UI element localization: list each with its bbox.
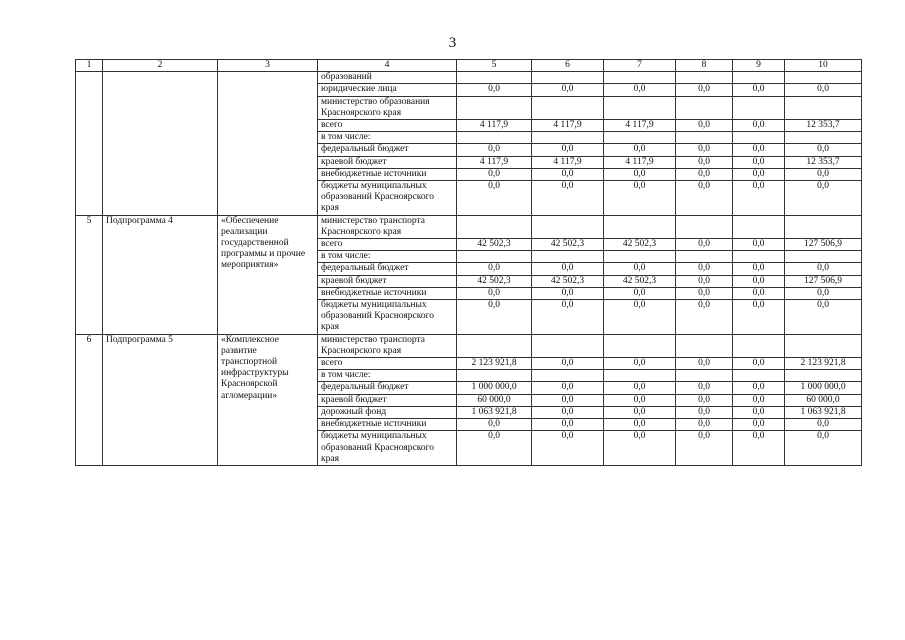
amount-cell: 0,0 <box>785 181 862 216</box>
amount-cell: 0,0 <box>604 287 676 299</box>
amount-cell <box>457 72 532 84</box>
row-number: 5 <box>76 215 103 334</box>
amount-cell: 0,0 <box>604 382 676 394</box>
funding-source: краевой бюджет <box>318 275 457 287</box>
amount-cell: 0,0 <box>676 382 733 394</box>
amount-cell: 0,0 <box>457 300 532 335</box>
amount-cell: 0,0 <box>457 168 532 180</box>
amount-cell <box>604 72 676 84</box>
amount-cell: 0,0 <box>785 431 862 466</box>
amount-cell: 0,0 <box>604 300 676 335</box>
amount-cell: 0,0 <box>733 358 785 370</box>
amount-cell: 0,0 <box>532 84 604 96</box>
amount-cell: 0,0 <box>604 394 676 406</box>
amount-cell: 0,0 <box>532 358 604 370</box>
amount-cell: 2 123 921,8 <box>785 358 862 370</box>
amount-cell <box>604 215 676 238</box>
amount-cell <box>785 96 862 119</box>
amount-cell <box>785 370 862 382</box>
amount-cell <box>785 132 862 144</box>
amount-cell: 0,0 <box>457 84 532 96</box>
amount-cell: 0,0 <box>604 181 676 216</box>
amount-cell <box>532 72 604 84</box>
amount-cell: 60 000,0 <box>457 394 532 406</box>
amount-cell: 0,0 <box>676 239 733 251</box>
column-header: 2 <box>103 60 218 72</box>
amount-cell: 0,0 <box>733 300 785 335</box>
amount-cell <box>733 370 785 382</box>
column-header: 3 <box>218 60 318 72</box>
funding-source: краевой бюджет <box>318 156 457 168</box>
amount-cell <box>532 370 604 382</box>
amount-cell: 0,0 <box>676 156 733 168</box>
amount-cell <box>785 72 862 84</box>
amount-cell <box>457 370 532 382</box>
amount-cell <box>604 132 676 144</box>
amount-cell: 0,0 <box>676 419 733 431</box>
amount-cell: 0,0 <box>604 406 676 418</box>
amount-cell: 0,0 <box>733 431 785 466</box>
amount-cell: 0,0 <box>532 287 604 299</box>
amount-cell: 0,0 <box>733 263 785 275</box>
funding-source: бюджеты муниципальных образований Красноярского края <box>318 300 457 335</box>
amount-cell <box>733 334 785 357</box>
amount-cell: 4 117,9 <box>457 156 532 168</box>
amount-cell: 42 502,3 <box>457 275 532 287</box>
amount-cell: 42 502,3 <box>532 239 604 251</box>
row-number <box>76 72 103 215</box>
program-status: Подпрограмма 5 <box>103 334 218 465</box>
amount-cell: 0,0 <box>532 300 604 335</box>
amount-cell: 0,0 <box>604 419 676 431</box>
amount-cell: 0,0 <box>532 431 604 466</box>
amount-cell: 0,0 <box>532 406 604 418</box>
table-row <box>76 72 862 84</box>
amount-cell: 0,0 <box>604 144 676 156</box>
amount-cell: 60 000,0 <box>785 394 862 406</box>
amount-cell <box>532 215 604 238</box>
amount-cell: 1 000 000,0 <box>785 382 862 394</box>
amount-cell: 0,0 <box>676 263 733 275</box>
amount-cell: 0,0 <box>532 181 604 216</box>
column-header: 6 <box>532 60 604 72</box>
funding-source: в том числе: <box>318 370 457 382</box>
amount-cell: 0,0 <box>785 168 862 180</box>
table-body <box>76 60 862 466</box>
amount-cell <box>733 215 785 238</box>
amount-cell <box>733 132 785 144</box>
amount-cell <box>676 334 733 357</box>
amount-cell: 0,0 <box>733 406 785 418</box>
amount-cell: 0,0 <box>676 287 733 299</box>
amount-cell: 0,0 <box>733 382 785 394</box>
amount-cell: 0,0 <box>785 84 862 96</box>
amount-cell: 0,0 <box>785 144 862 156</box>
amount-cell: 12 353,7 <box>785 120 862 132</box>
amount-cell: 4 117,9 <box>532 156 604 168</box>
amount-cell: 0,0 <box>532 168 604 180</box>
column-header: 1 <box>76 60 103 72</box>
amount-cell <box>733 251 785 263</box>
funding-source: краевой бюджет <box>318 394 457 406</box>
amount-cell: 4 117,9 <box>604 120 676 132</box>
amount-cell: 127 506,9 <box>785 275 862 287</box>
amount-cell: 0,0 <box>676 181 733 216</box>
amount-cell: 0,0 <box>532 419 604 431</box>
budget-table <box>75 59 862 466</box>
amount-cell: 0,0 <box>604 358 676 370</box>
amount-cell <box>676 96 733 119</box>
funding-source: всего <box>318 239 457 251</box>
column-header: 10 <box>785 60 862 72</box>
amount-cell: 0,0 <box>676 120 733 132</box>
amount-cell: 0,0 <box>532 394 604 406</box>
amount-cell <box>676 132 733 144</box>
amount-cell <box>604 96 676 119</box>
amount-cell: 0,0 <box>676 144 733 156</box>
amount-cell: 0,0 <box>604 263 676 275</box>
amount-cell: 0,0 <box>676 84 733 96</box>
column-header: 5 <box>457 60 532 72</box>
amount-cell: 42 502,3 <box>604 275 676 287</box>
program-status: Подпрограмма 4 <box>103 215 218 334</box>
funding-source: министерство транспорта Красноярского края <box>318 215 457 238</box>
program-name <box>218 72 318 215</box>
amount-cell: 42 502,3 <box>604 239 676 251</box>
program-name: «Обеспечение реализации государственной программы и прочие мероприятия» <box>218 215 318 334</box>
funding-source: федеральный бюджет <box>318 382 457 394</box>
amount-cell: 0,0 <box>733 144 785 156</box>
funding-source: юридические лица <box>318 84 457 96</box>
funding-source: бюджеты муниципальных образований Красноярского края <box>318 431 457 466</box>
amount-cell: 0,0 <box>676 406 733 418</box>
amount-cell: 0,0 <box>733 419 785 431</box>
amount-cell: 0,0 <box>676 275 733 287</box>
amount-cell: 0,0 <box>733 239 785 251</box>
funding-source: внебюджетные источники <box>318 419 457 431</box>
amount-cell <box>532 251 604 263</box>
amount-cell: 12 353,7 <box>785 156 862 168</box>
amount-cell <box>604 251 676 263</box>
funding-source: всего <box>318 358 457 370</box>
page-number: 3 <box>448 35 457 51</box>
amount-cell: 4 117,9 <box>532 120 604 132</box>
amount-cell: 0,0 <box>733 275 785 287</box>
amount-cell: 0,0 <box>604 431 676 466</box>
funding-source: внебюджетные источники <box>318 168 457 180</box>
amount-cell: 0,0 <box>532 263 604 275</box>
amount-cell: 0,0 <box>733 287 785 299</box>
amount-cell: 0,0 <box>457 431 532 466</box>
funding-source: министерство транспорта Красноярского края <box>318 334 457 357</box>
amount-cell: 0,0 <box>785 287 862 299</box>
funding-source: федеральный бюджет <box>318 144 457 156</box>
amount-cell <box>733 72 785 84</box>
funding-source: образований <box>318 72 457 84</box>
funding-source: федеральный бюджет <box>318 263 457 275</box>
amount-cell <box>457 215 532 238</box>
funding-source: бюджеты муниципальных образований Красноярского края <box>318 181 457 216</box>
amount-cell <box>457 251 532 263</box>
amount-cell: 0,0 <box>457 263 532 275</box>
amount-cell <box>676 251 733 263</box>
amount-cell: 0,0 <box>733 156 785 168</box>
amount-cell: 0,0 <box>532 382 604 394</box>
amount-cell: 0,0 <box>604 84 676 96</box>
amount-cell <box>676 370 733 382</box>
amount-cell: 42 502,3 <box>532 275 604 287</box>
amount-cell <box>604 334 676 357</box>
amount-cell: 0,0 <box>733 181 785 216</box>
amount-cell: 0,0 <box>733 394 785 406</box>
amount-cell: 0,0 <box>457 181 532 216</box>
funding-source: в том числе: <box>318 132 457 144</box>
funding-source: в том числе: <box>318 251 457 263</box>
amount-cell <box>532 96 604 119</box>
amount-cell <box>676 215 733 238</box>
amount-cell <box>532 132 604 144</box>
amount-cell: 1 000 000,0 <box>457 382 532 394</box>
header-row <box>76 60 862 72</box>
column-header: 9 <box>733 60 785 72</box>
funding-source: министерство образования Красноярского края <box>318 96 457 119</box>
amount-cell: 0,0 <box>676 431 733 466</box>
amount-cell: 0,0 <box>457 287 532 299</box>
amount-cell: 42 502,3 <box>457 239 532 251</box>
amount-cell: 0,0 <box>733 120 785 132</box>
amount-cell <box>785 215 862 238</box>
funding-source: всего <box>318 120 457 132</box>
column-header: 4 <box>318 60 457 72</box>
program-name: «Комплексное развитие транспортной инфраструктуры Красноярской агломерации» <box>218 334 318 465</box>
amount-cell <box>676 72 733 84</box>
table-row <box>76 215 862 238</box>
amount-cell <box>785 334 862 357</box>
amount-cell: 1 063 921,8 <box>785 406 862 418</box>
amount-cell: 0,0 <box>676 358 733 370</box>
amount-cell: 0,0 <box>733 168 785 180</box>
amount-cell: 0,0 <box>676 300 733 335</box>
amount-cell: 1 063 921,8 <box>457 406 532 418</box>
amount-cell: 0,0 <box>532 144 604 156</box>
amount-cell <box>457 132 532 144</box>
amount-cell: 0,0 <box>733 84 785 96</box>
amount-cell: 0,0 <box>604 168 676 180</box>
amount-cell <box>604 370 676 382</box>
amount-cell <box>785 251 862 263</box>
funding-source: внебюджетные источники <box>318 287 457 299</box>
column-header: 8 <box>676 60 733 72</box>
amount-cell: 0,0 <box>785 419 862 431</box>
funding-source: дорожный фонд <box>318 406 457 418</box>
amount-cell: 0,0 <box>676 168 733 180</box>
amount-cell: 0,0 <box>785 300 862 335</box>
amount-cell <box>457 96 532 119</box>
amount-cell: 0,0 <box>457 144 532 156</box>
program-status <box>103 72 218 215</box>
amount-cell: 4 117,9 <box>604 156 676 168</box>
amount-cell: 0,0 <box>785 263 862 275</box>
amount-cell: 2 123 921,8 <box>457 358 532 370</box>
column-header: 7 <box>604 60 676 72</box>
amount-cell: 127 506,9 <box>785 239 862 251</box>
table-row <box>76 334 862 357</box>
amount-cell: 0,0 <box>457 419 532 431</box>
amount-cell <box>733 96 785 119</box>
amount-cell <box>457 334 532 357</box>
row-number: 6 <box>76 334 103 465</box>
amount-cell: 4 117,9 <box>457 120 532 132</box>
amount-cell: 0,0 <box>676 394 733 406</box>
amount-cell <box>532 334 604 357</box>
